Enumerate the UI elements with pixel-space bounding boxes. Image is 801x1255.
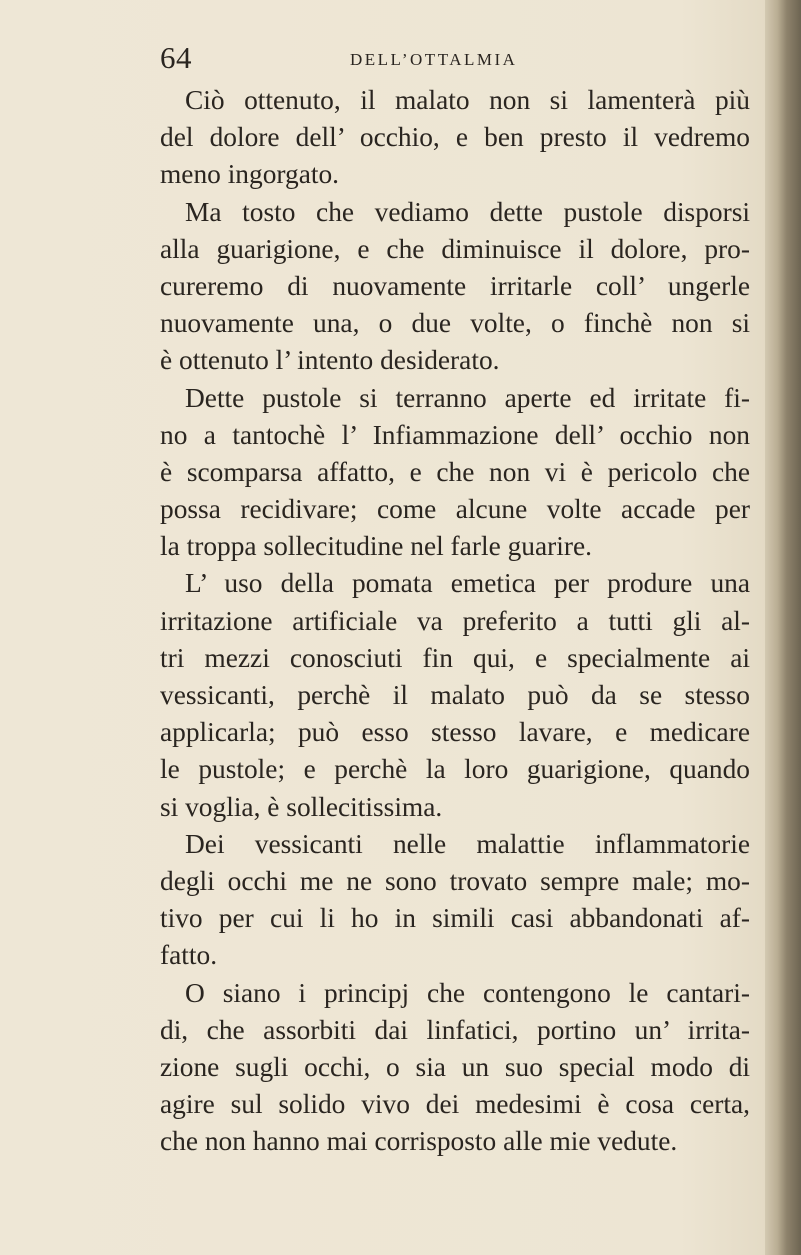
text-line: del dolore dell’ occhio, e ben presto il vedremo — [160, 122, 750, 153]
page-gutter — [765, 0, 801, 1255]
text-line: no a tantochè l’ Infiammazione dell’ occhio non — [160, 419, 750, 450]
text-line: la troppa sollecitudine nel farle guarire. — [160, 531, 592, 562]
text-line: di, che assorbiti dai linfatici, portino un’ irrita- — [160, 1014, 750, 1045]
text-line: si voglia, è sollecitissima. — [160, 791, 443, 822]
text-line: Ma tosto che vediamo dette pustole disporsi — [185, 196, 750, 227]
text-line: tivo per cui li ho in simili casi abbandonati af- — [160, 903, 750, 934]
running-head: DELL’OTTALMIA — [350, 50, 518, 69]
text-line: Dei vessicanti nelle malattie inflammatorie — [185, 828, 750, 859]
text-line: possa recidivare; come alcune volte accade per — [160, 494, 750, 525]
text-line: Ciò ottenuto, il malato non si lamenterà più — [185, 85, 750, 115]
page-number: 64 — [160, 40, 192, 75]
text-line: agire sul solido vivo dei medesimi è cosa certa, — [160, 1089, 750, 1120]
text-line: irritazione artificiale va preferito a tutti gli al- — [160, 605, 750, 636]
text-line: O siano i principj che contengono le cantari- — [185, 977, 750, 1008]
text-line: degli occhi me ne sono trovato sempre male; mo- — [160, 865, 750, 896]
text-line: che non hanno mai corrisposto alle mie vedute. — [160, 1126, 678, 1157]
text-line: è scomparsa affatto, e che non vi è pericolo che — [160, 456, 750, 487]
text-line: cureremo di nuovamente irritarle coll’ ungerle — [160, 270, 750, 301]
text-body — [160, 82, 750, 1160]
text-line: nuovamente una, o due volte, o finchè non si — [160, 308, 750, 339]
text-line: tri mezzi conosciuti fin qui, e specialmente ai — [160, 642, 750, 673]
text-line: fatto. — [160, 940, 218, 971]
text-line: meno ingorgato. — [160, 159, 340, 190]
text-line: applicarla; può esso stesso lavare, e medicare — [160, 717, 750, 748]
text-line: L’ uso della pomata emetica per produre una — [185, 568, 750, 599]
text-line: vessicanti, perchè il malato può da se stesso — [160, 680, 750, 710]
text-line: zione sugli occhi, o sia un suo special modo di — [160, 1051, 750, 1082]
text-line: le pustole; e perchè la loro guarigione, quando — [160, 754, 750, 785]
text-line: alla guarigione, e che diminuisce il dolore, pro- — [160, 233, 750, 264]
text-line: Dette pustole si terranno aperte ed irritate fi- — [185, 382, 750, 413]
text-line: è ottenuto l’ intento desiderato. — [160, 345, 500, 376]
